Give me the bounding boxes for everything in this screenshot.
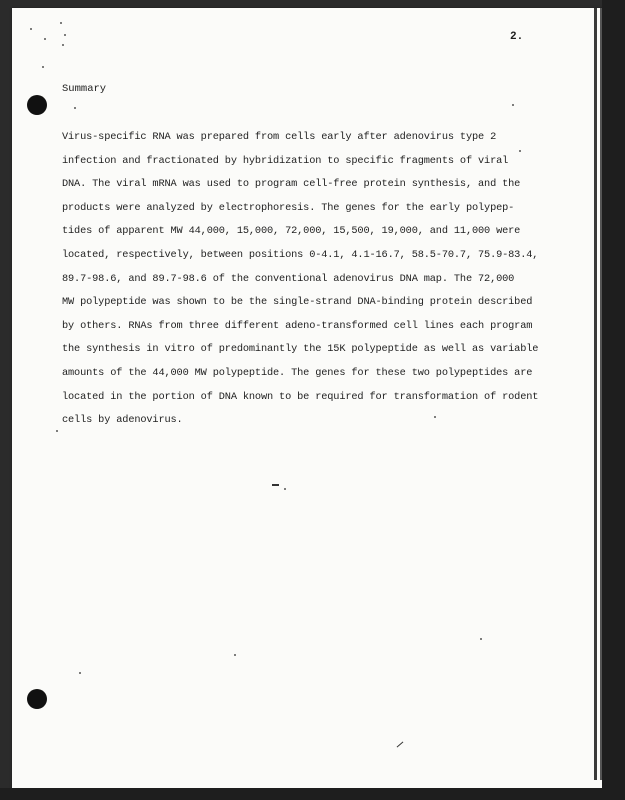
punch-hole-top (27, 95, 47, 115)
paragraph-line: tides of apparent MW 44,000, 15,000, 72,000, 15,500, 19,000, and 11,000 were (62, 225, 521, 238)
scan-speck (284, 488, 286, 490)
scan-speck (44, 38, 46, 40)
scanner-background-bottom (0, 788, 625, 800)
scan-speck (74, 107, 76, 109)
paragraph-line: amounts of the 44,000 MW polypeptide. The genes for these two polypeptides are (62, 366, 533, 379)
page-edge-shadow (594, 8, 597, 780)
scan-speck (519, 150, 521, 152)
punch-hole-bottom (27, 689, 47, 709)
scan-speck (42, 66, 44, 68)
paragraph-line: products were analyzed by electrophoresis. The genes for the early polypep- (62, 201, 515, 214)
scan-speck (512, 104, 514, 106)
scan-speck (60, 22, 62, 24)
section-heading: Summary (62, 83, 107, 95)
paragraph-line: located in the portion of DNA known to be required for transformation of rodent (62, 390, 539, 403)
paragraph-line: DNA. The viral mRNA was used to program cell-free protein synthesis, and the (62, 178, 521, 191)
scan-speck (434, 416, 436, 418)
scan-speck (79, 672, 81, 674)
scan-speck (64, 34, 66, 36)
scan-speck (234, 654, 236, 656)
scan-speck (30, 28, 32, 30)
paragraph-line: located, respectively, between positions 0-4.1, 4.1-16.7, 58.5-70.7, 75.9-83.4, (62, 248, 539, 261)
paragraph-line: MW polypeptide was shown to be the single-strand DNA-binding protein described (62, 296, 533, 309)
paragraph-line: the synthesis in vitro of predominantly the 15K polypeptide as well as variable (62, 343, 539, 356)
scan-speck (62, 44, 64, 46)
summary-paragraph (62, 126, 542, 433)
paragraph-line: Virus-specific RNA was prepared from cells early after adenovirus type 2 (62, 131, 497, 143)
page-number: 2. (510, 31, 524, 43)
paragraph-line: 89.7-98.6, and 89.7-98.6 of the conventional adenovirus DNA map. The 72,000 (62, 272, 515, 285)
scan-speck (480, 638, 482, 640)
paragraph-line: infection and fractionated by hybridization to specific fragments of viral (62, 154, 509, 167)
scan-smudge (272, 484, 279, 486)
scanner-background-right (602, 0, 625, 800)
scan-speck (56, 430, 58, 432)
paragraph-line: cells by adenovirus. (62, 414, 183, 427)
paragraph-line: by others. RNAs from three different adeno-transformed cell lines each program (62, 319, 533, 332)
